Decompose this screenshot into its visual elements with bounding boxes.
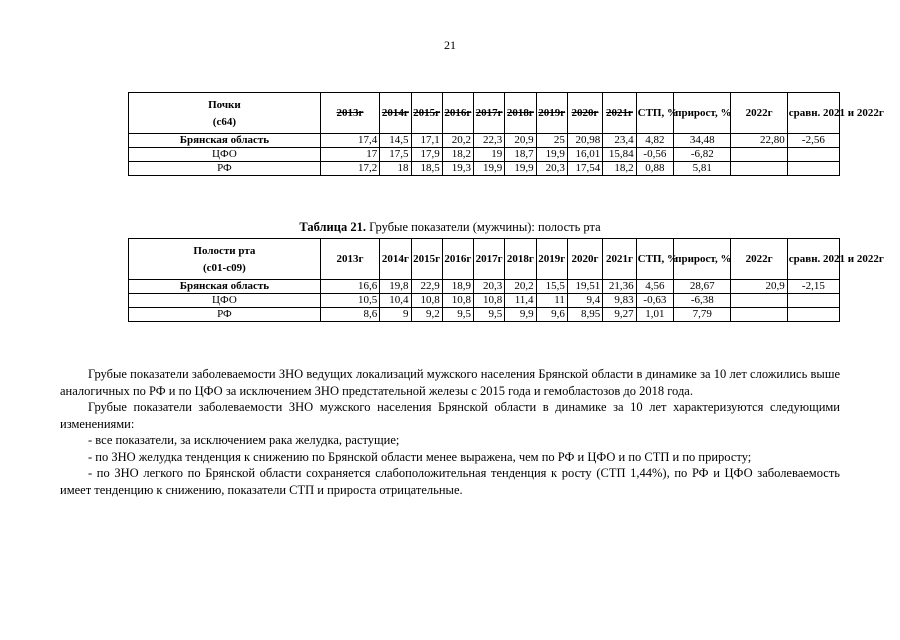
year-header: 2015г xyxy=(411,93,442,134)
stp-cell: -0,56 xyxy=(636,148,674,162)
bullet-item: - все показатели, за исключением рака желудка, растущие; xyxy=(88,433,400,447)
value-cell: 17,9 xyxy=(411,148,442,162)
value-cell: 16,6 xyxy=(320,280,379,294)
value-cell: 20,9 xyxy=(505,134,536,148)
paragraph: Грубые показатели заболеваемости ЗНО ведущих локализаций мужского населения Брянской области в динамике за 10 лет сложились выше аналогичных по РФ и по ЦФО за исключением ЗНО предстательной железы с 2015 года и гемобластозов до 2018 года. xyxy=(60,367,840,398)
year-2022-header: 2022г xyxy=(731,239,787,280)
growth-header: прирост, % xyxy=(674,93,731,134)
value-cell: 17,2 xyxy=(320,162,379,176)
year-header: 2015г xyxy=(411,239,442,280)
value-cell: 22,9 xyxy=(411,280,442,294)
value-cell: 8,95 xyxy=(567,308,602,322)
year-2022-header: 2022г xyxy=(731,93,787,134)
stp-cell: 4,82 xyxy=(636,134,674,148)
region-cell: РФ xyxy=(129,162,321,176)
growth-header: прирост, % xyxy=(674,239,731,280)
value-cell: 9,2 xyxy=(411,308,442,322)
bullet-item: - по ЗНО легкого по Брянской области сохраняется слабоположительная тенденция к росту (СТП 1,44%), по РФ и ЦФО заболеваемость имеет тенденцию к снижению, показатели СТП и прироста отрицательные. xyxy=(60,466,840,497)
year-2022-cell xyxy=(731,294,787,308)
year-header: 2018г xyxy=(505,93,536,134)
value-cell: 20,2 xyxy=(505,280,536,294)
value-cell: 19,8 xyxy=(380,280,411,294)
compare-cell xyxy=(787,162,839,176)
stp-cell: 1,01 xyxy=(636,308,674,322)
value-cell: 25 xyxy=(536,134,567,148)
table-header-row xyxy=(129,239,840,280)
table-row xyxy=(129,134,840,148)
year-header: 2020г xyxy=(567,93,602,134)
kidney-table xyxy=(128,92,884,176)
growth-cell: -6,82 xyxy=(674,148,731,162)
table-row xyxy=(129,294,840,308)
table-row xyxy=(129,162,840,176)
growth-cell: 5,81 xyxy=(674,162,731,176)
year-header: 2017г xyxy=(474,239,505,280)
table-code: (с01-с09) xyxy=(203,262,246,274)
value-cell: 9,83 xyxy=(603,294,636,308)
table-name-header xyxy=(129,239,321,280)
value-cell: 19,9 xyxy=(474,162,505,176)
value-cell: 17,1 xyxy=(411,134,442,148)
compare-cell xyxy=(787,148,839,162)
table-row xyxy=(129,280,840,294)
growth-cell: -6,38 xyxy=(674,294,731,308)
value-cell: 22,3 xyxy=(474,134,505,148)
value-cell: 8,6 xyxy=(320,308,379,322)
value-cell: 18,2 xyxy=(442,148,473,162)
value-cell: 15,84 xyxy=(603,148,636,162)
region-cell: РФ xyxy=(129,308,321,322)
value-cell: 10,4 xyxy=(380,294,411,308)
table-name: Полости рта xyxy=(193,245,256,257)
stp-cell: 0,88 xyxy=(636,162,674,176)
value-cell: 23,4 xyxy=(603,134,636,148)
value-cell: 20,98 xyxy=(567,134,602,148)
value-cell: 10,8 xyxy=(411,294,442,308)
compare-header: сравн. 2021 и 2022г xyxy=(787,93,839,134)
region-cell: Брянская область xyxy=(129,280,321,294)
value-cell: 10,5 xyxy=(320,294,379,308)
region-cell: Брянская область xyxy=(129,134,321,148)
value-cell: 9,6 xyxy=(536,308,567,322)
value-cell: 9,5 xyxy=(442,308,473,322)
value-cell: 16,01 xyxy=(567,148,602,162)
year-header: 2021г xyxy=(603,239,636,280)
year-header: 2016г xyxy=(442,93,473,134)
year-2022-cell: 20,9 xyxy=(731,280,787,294)
value-cell: 17 xyxy=(320,148,379,162)
growth-cell: 7,79 xyxy=(674,308,731,322)
value-cell: 18,5 xyxy=(411,162,442,176)
paragraph: Грубые показатели заболеваемости ЗНО мужского населения Брянской области в динамике за 10 лет характеризуются следующими изменениями: xyxy=(60,400,840,431)
year-header: 2019г xyxy=(536,239,567,280)
value-cell: 9,9 xyxy=(505,308,536,322)
value-cell: 14,5 xyxy=(380,134,411,148)
region-cell: ЦФО xyxy=(129,148,321,162)
value-cell: 18,9 xyxy=(442,280,473,294)
value-cell: 20,3 xyxy=(536,162,567,176)
year-header: 2021г xyxy=(603,93,636,134)
value-cell: 21,36 xyxy=(603,280,636,294)
value-cell: 18 xyxy=(380,162,411,176)
compare-cell: -2,15 xyxy=(787,280,839,294)
value-cell: 18,7 xyxy=(505,148,536,162)
compare-cell xyxy=(787,308,839,322)
value-cell: 9 xyxy=(380,308,411,322)
value-cell: 15,5 xyxy=(536,280,567,294)
growth-cell: 28,67 xyxy=(674,280,731,294)
bullet-item: - по ЗНО желудка тенденция к снижению по Брянской области менее выражена, чем по РФ и ЦФО и по СТП и по приросту; xyxy=(88,449,752,464)
year-2022-cell xyxy=(731,148,787,162)
value-cell: 17,4 xyxy=(320,134,379,148)
year-header: 2020г xyxy=(567,239,602,280)
value-cell: 9,27 xyxy=(603,308,636,322)
value-cell: 17,54 xyxy=(567,162,602,176)
year-header: 2019г xyxy=(536,93,567,134)
stp-header: СТП, % xyxy=(636,239,674,280)
value-cell: 20,3 xyxy=(474,280,505,294)
table-name: Почки xyxy=(208,99,241,111)
table-header-row xyxy=(129,93,840,134)
value-cell: 9,5 xyxy=(474,308,505,322)
year-2022-cell xyxy=(731,308,787,322)
table-row xyxy=(129,148,840,162)
value-cell: 10,8 xyxy=(442,294,473,308)
value-cell: 10,8 xyxy=(474,294,505,308)
compare-cell: -2,56 xyxy=(787,134,839,148)
year-header: 2017г xyxy=(474,93,505,134)
value-cell: 19 xyxy=(474,148,505,162)
year-header: 2018г xyxy=(505,239,536,280)
value-cell: 19,3 xyxy=(442,162,473,176)
year-2022-cell xyxy=(731,162,787,176)
caption-text: Грубые показатели (мужчины): полость рта xyxy=(365,220,601,234)
table-row xyxy=(129,308,840,322)
value-cell: 17,5 xyxy=(380,148,411,162)
compare-cell xyxy=(787,294,839,308)
value-cell: 11 xyxy=(536,294,567,308)
value-cell: 20,2 xyxy=(442,134,473,148)
value-cell: 19,9 xyxy=(536,148,567,162)
oral-cavity-table xyxy=(128,238,884,322)
table-code: (с64) xyxy=(212,116,237,128)
region-cell: ЦФО xyxy=(129,294,321,308)
year-header: 2013г xyxy=(320,239,379,280)
page-number: 21 xyxy=(444,38,456,52)
caption-label: Таблица 21. xyxy=(299,220,366,234)
value-cell: 19,9 xyxy=(505,162,536,176)
year-header: 2016г xyxy=(442,239,473,280)
value-cell: 19,51 xyxy=(567,280,602,294)
stp-header: СТП, % xyxy=(636,93,674,134)
table-caption xyxy=(0,220,900,235)
stp-cell: 4,56 xyxy=(636,280,674,294)
compare-header: сравн. 2021 и 2022г xyxy=(787,239,839,280)
stp-cell: -0,63 xyxy=(636,294,674,308)
table-name-header xyxy=(129,93,321,134)
year-2022-cell: 22,80 xyxy=(731,134,787,148)
body-text xyxy=(60,366,840,498)
year-header: 2014г xyxy=(380,93,411,134)
growth-cell: 34,48 xyxy=(674,134,731,148)
value-cell: 11,4 xyxy=(505,294,536,308)
value-cell: 9,4 xyxy=(567,294,602,308)
year-header: 2013г xyxy=(320,93,379,134)
year-header: 2014г xyxy=(380,239,411,280)
value-cell: 18,2 xyxy=(603,162,636,176)
